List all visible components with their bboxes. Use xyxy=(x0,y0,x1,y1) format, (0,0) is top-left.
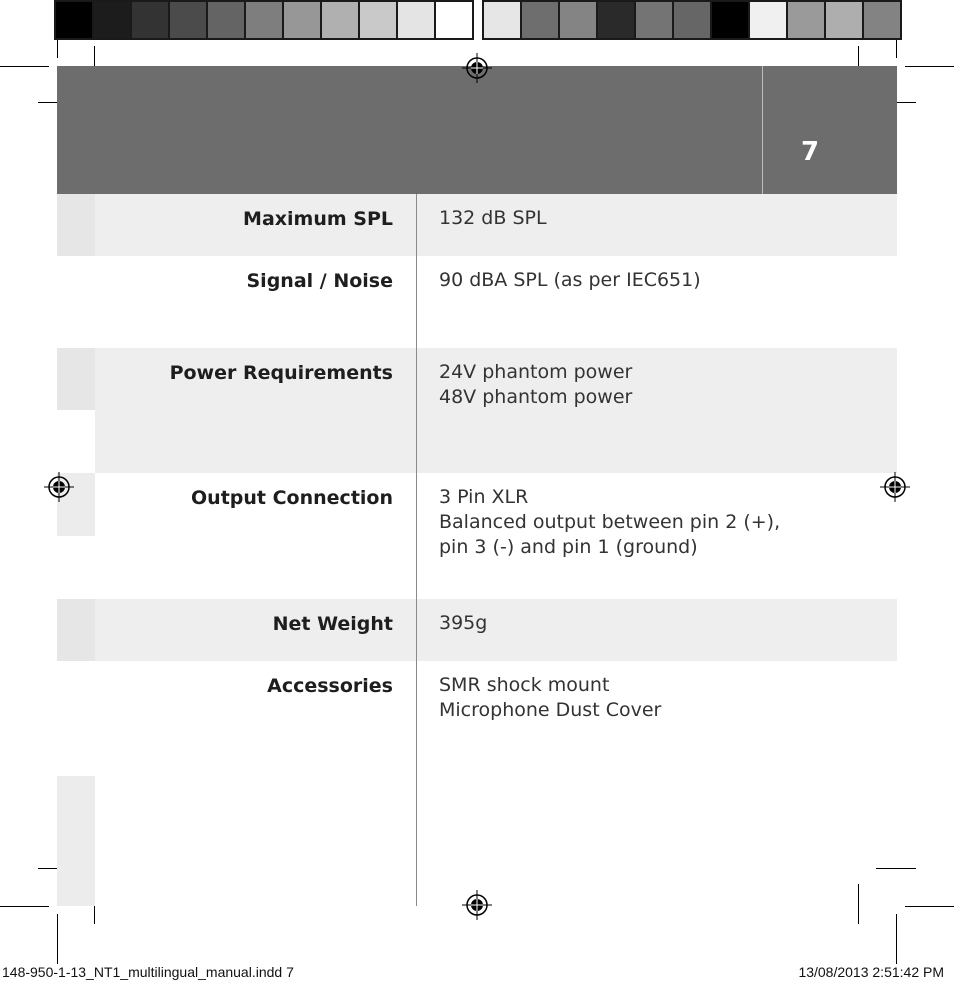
color-swatch xyxy=(522,2,558,38)
registration-mark-icon xyxy=(880,472,910,502)
color-swatch xyxy=(94,2,130,38)
color-swatch xyxy=(788,2,824,38)
color-swatch xyxy=(636,2,672,38)
spec-label-maximum-spl: Maximum SPL xyxy=(243,208,393,230)
spec-label-accessories: Accessories xyxy=(267,675,393,697)
spec-value-signal-noise: 90 dBA SPL (as per IEC651) xyxy=(439,269,701,291)
registration-mark-icon xyxy=(44,472,74,502)
margin-tab xyxy=(57,194,95,256)
color-swatch xyxy=(674,2,710,38)
margin-tab xyxy=(57,348,95,410)
color-swatch xyxy=(484,2,520,38)
spec-label-signal-noise: Signal / Noise xyxy=(246,270,393,292)
spec-value-maximum-spl: 132 dB SPL xyxy=(439,207,547,229)
color-swatch xyxy=(712,2,748,38)
header-divider xyxy=(762,66,763,194)
color-swatch xyxy=(246,2,282,38)
column-divider xyxy=(416,194,417,906)
header-band xyxy=(57,66,897,194)
spec-value-power-requirements: 24V phantom power 48V phantom power xyxy=(439,361,633,408)
color-swatch xyxy=(170,2,206,38)
page-number: 7 xyxy=(800,137,820,167)
color-swatch xyxy=(436,2,472,38)
margin-tab xyxy=(57,599,95,661)
spec-label-output-connection: Output Connection xyxy=(191,487,393,509)
margin-tab xyxy=(57,776,95,906)
color-swatch xyxy=(56,2,92,38)
slug-filename: 148-950-1-13_NT1_multilingual_manual.indd 7 xyxy=(2,964,294,980)
spec-value-output-connection: 3 Pin XLR Balanced output between pin 2 (+), pin 3 (-) and pin 1 (ground) xyxy=(439,486,781,558)
color-swatch xyxy=(598,2,634,38)
color-swatch xyxy=(284,2,320,38)
slug-datetime: 13/08/2013 2:51:42 PM xyxy=(798,964,944,980)
registration-mark-icon xyxy=(462,890,492,920)
color-swatch xyxy=(208,2,244,38)
spec-value-net-weight: 395g xyxy=(439,612,488,634)
color-swatch xyxy=(398,2,434,38)
color-swatch xyxy=(322,2,358,38)
color-swatch xyxy=(750,2,786,38)
margin-gap xyxy=(57,410,95,473)
spec-label-net-weight: Net Weight xyxy=(272,613,393,635)
registration-mark-icon xyxy=(462,53,492,83)
color-swatch xyxy=(132,2,168,38)
spec-value-accessories: SMR shock mount Microphone Dust Cover xyxy=(439,674,662,721)
spec-label-power-requirements: Power Requirements xyxy=(169,362,393,384)
color-swatch xyxy=(826,2,862,38)
color-swatch xyxy=(360,2,396,38)
color-swatch xyxy=(864,2,900,38)
color-swatch xyxy=(560,2,596,38)
